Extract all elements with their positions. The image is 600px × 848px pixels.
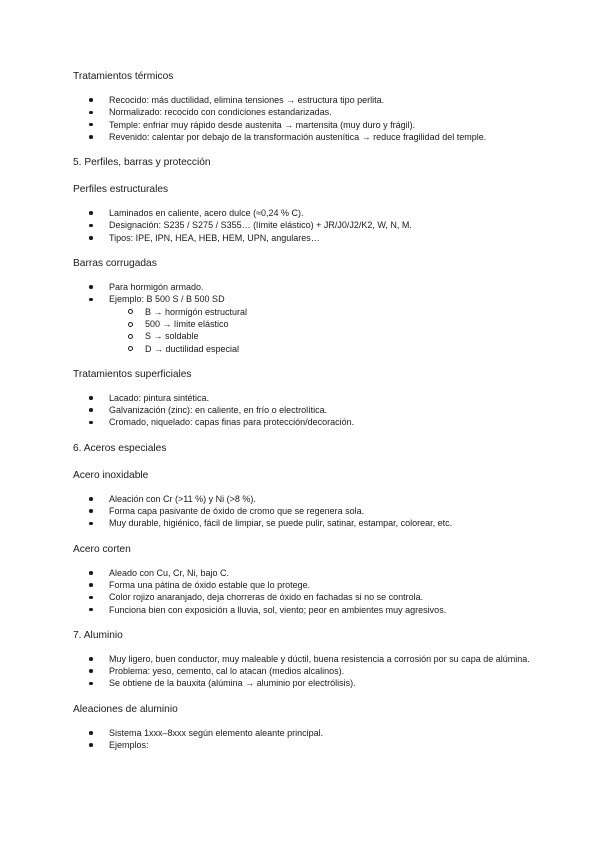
list-item: Recocido: más ductilidad, elimina tensiones → estructura tipo perlita. bbox=[73, 94, 540, 106]
list-item: Temple: enfriar muy rápido desde austenita → martensita (muy duro y frágil). bbox=[73, 119, 540, 131]
list-item: Para hormigón armado. bbox=[73, 281, 540, 293]
list-acero-inoxidable bbox=[73, 493, 540, 530]
heading-acero-inoxidable: Acero inoxidable bbox=[73, 469, 149, 481]
sub-list-item: S → soldable bbox=[73, 330, 540, 342]
list-item: Laminados en caliente, acero dulce (≈0,24 % C). bbox=[73, 207, 540, 219]
list-perfiles-estructurales bbox=[73, 207, 540, 244]
list-aleaciones-aluminio bbox=[73, 727, 540, 752]
list-item: Problema: yeso, cemento, cal lo atacan (medios alcalinos). bbox=[73, 665, 540, 677]
list-item: Se obtiene de la bauxita (alúmina → aluminio por electrólisis). bbox=[73, 677, 540, 689]
list-tratamientos-superficiales bbox=[73, 392, 540, 429]
list-item: Aleación con Cr (>11 %) y Ni (>8 %). bbox=[73, 493, 540, 505]
list-item: Revenido: calentar por debajo de la transformación austenítica → reduce fragilidad del temple. bbox=[73, 131, 540, 143]
list-item: Forma capa pasivante de óxido de cromo que se regenera sola. bbox=[73, 505, 540, 517]
section-7-heading: 7. Aluminio bbox=[73, 629, 123, 641]
list-item: Aleado con Cu, Cr, Ni, bajo C. bbox=[73, 567, 540, 579]
list-barras-corrugadas bbox=[73, 281, 540, 355]
list-item: Sistema 1xxx–8xxx según elemento aleante principal. bbox=[73, 727, 540, 739]
heading-acero-corten: Acero corten bbox=[73, 543, 131, 555]
section-5-heading: 5. Perfiles, barras y protección bbox=[73, 157, 211, 169]
list-item: Designación: S235 / S275 / S355… (límite elástico) + JR/J0/J2/K2, W, N, M. bbox=[73, 219, 540, 231]
list-item: Muy durable, higiénico, fácil de limpiar, se puede pulir, satinar, estampar, colorear, etc. bbox=[73, 517, 540, 529]
list-acero-corten bbox=[73, 567, 540, 616]
list-item: Galvanización (zinc): en caliente, en frío o electrolítica. bbox=[73, 404, 540, 416]
list-item: Forma una pátina de óxido estable que lo protege. bbox=[73, 579, 540, 591]
list-item: Ejemplos: bbox=[73, 739, 540, 751]
list-item: Muy ligero, buen conductor, muy maleable y dúctil, buena resistencia a corrosión por su capa de alúmina. bbox=[73, 653, 540, 665]
list-item: Color rojizo anaranjado, deja chorreras de óxido en fachadas si no se controla. bbox=[73, 591, 540, 603]
list-item: Ejemplo: B 500 S / B 500 SD bbox=[73, 293, 540, 305]
sub-list-item: B → hormigón estructural bbox=[73, 306, 540, 318]
list-item: Tipos: IPE, IPN, HEA, HEB, HEM, UPN, angulares… bbox=[73, 232, 540, 244]
list-aluminio bbox=[73, 653, 540, 690]
list-item: Lacado: pintura sintética. bbox=[73, 392, 540, 404]
document-content bbox=[73, 70, 540, 751]
list-item: Funciona bien con exposición a lluvia, sol, viento; peor en ambientes muy agresivos. bbox=[73, 604, 540, 616]
heading-tratamientos-superficiales: Tratamientos superficiales bbox=[73, 368, 192, 380]
heading-tratamientos-termicos: Tratamientos térmicos bbox=[73, 71, 174, 82]
section-6-heading: 6. Aceros especiales bbox=[73, 442, 167, 454]
heading-barras-corrugadas: Barras corrugadas bbox=[73, 258, 157, 270]
heading-perfiles-estructurales: Perfiles estructurales bbox=[73, 184, 169, 196]
sub-list-item: D → ductilidad especial bbox=[73, 343, 540, 355]
heading-aleaciones-aluminio: Aleaciones de aluminio bbox=[73, 703, 178, 715]
list-item: Normalizado: recocido con condiciones estandarizadas. bbox=[73, 106, 540, 118]
sub-list-item: 500 → límite elástico bbox=[73, 318, 540, 330]
list-item: Cromado, niquelado: capas finas para protección/decoración. bbox=[73, 416, 540, 428]
list-tratamientos-termicos bbox=[73, 94, 540, 143]
